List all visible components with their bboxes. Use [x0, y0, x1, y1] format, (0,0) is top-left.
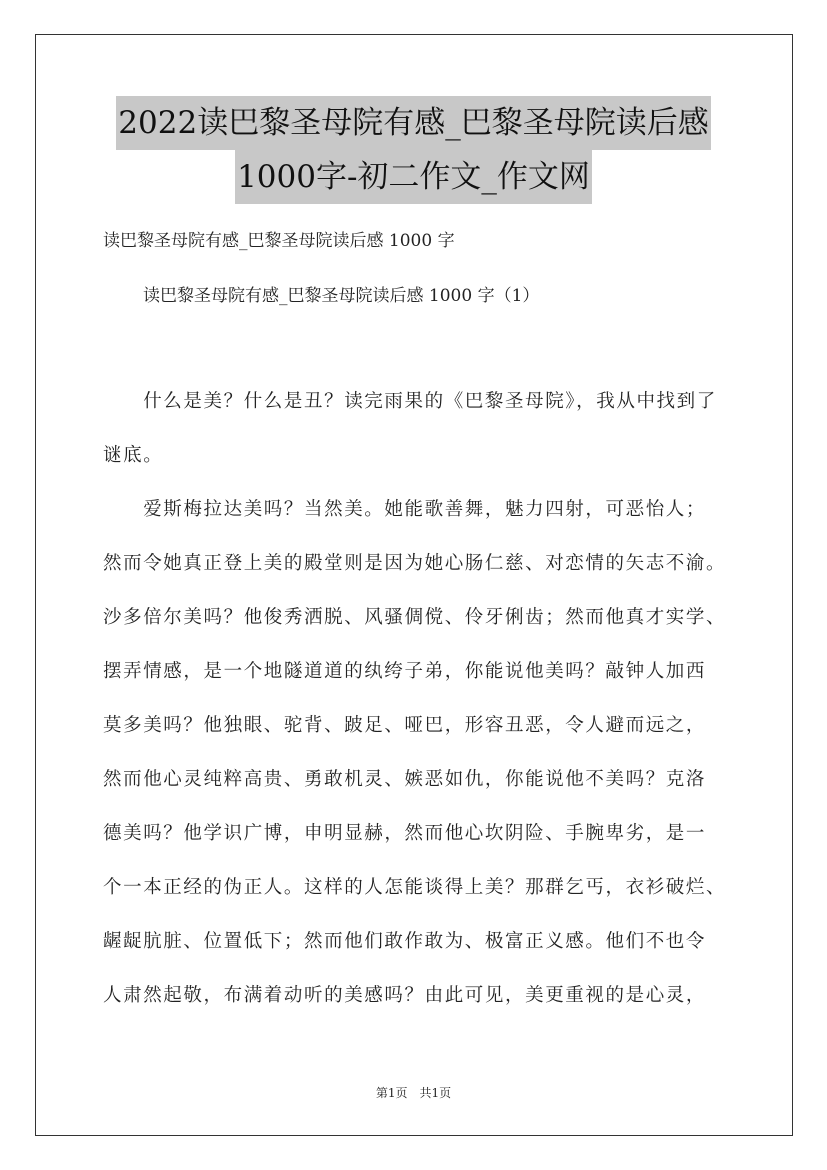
body-line: 然而他心灵纯粹高贵、勇敢机灵、嫉恶如仇，你能说他不美吗？克洛	[103, 769, 707, 790]
body-line: 什么是美？什么是丑？读完雨果的《巴黎圣母院》，我从中找到了	[103, 391, 717, 412]
body-line: 摆弄情感，是一个地隧道道的纨绔子弟，你能说他美吗？敲钟人加西	[103, 661, 707, 682]
body-line: 然而令她真正登上美的殿堂则是因为她心肠仁慈、对恋情的矢志不渝。	[103, 553, 727, 574]
body-line: 谜底。	[103, 445, 164, 466]
body-line: 爱斯梅拉达美吗？当然美。她能歌善舞，魅力四射，可恶怡人；	[103, 499, 707, 520]
body-line: 德美吗？他学识广博，申明显赫，然而他心坎阴险、手腕卑劣，是一	[103, 823, 707, 844]
subtitle-1: 读巴黎圣母院有感_巴黎圣母院读后感 1000 字	[103, 231, 455, 251]
body-line: 沙多倍尔美吗？他俊秀洒脱、风骚倜傥、伶牙俐齿；然而他真才实学、	[103, 607, 727, 628]
title-line-1: 2022读巴黎圣母院有感_巴黎圣母院读后感	[116, 96, 710, 150]
body-line: 莫多美吗？他独眼、驼背、跛足、哑巴，形容丑恶，令人避而远之，	[103, 715, 707, 736]
subtitle-2: 读巴黎圣母院有感_巴黎圣母院读后感 1000 字（1）	[143, 286, 540, 306]
body-line: 龌龊肮脏、位置低下；然而他们敢作敢为、极富正义感。他们不也令	[103, 931, 707, 952]
body-line: 个一本正经的伪正人。这样的人怎能谈得上美？那群乞丐，衣衫破烂、	[103, 877, 727, 898]
page-footer: 第1页 共1页	[375, 1086, 452, 1100]
title-line-2: 1000字-初二作文_作文网	[235, 150, 592, 204]
document-title	[0, 96, 827, 204]
body-line: 人肃然起敬，布满着动听的美感吗？由此可见，美更重视的是心灵，	[103, 985, 707, 1006]
